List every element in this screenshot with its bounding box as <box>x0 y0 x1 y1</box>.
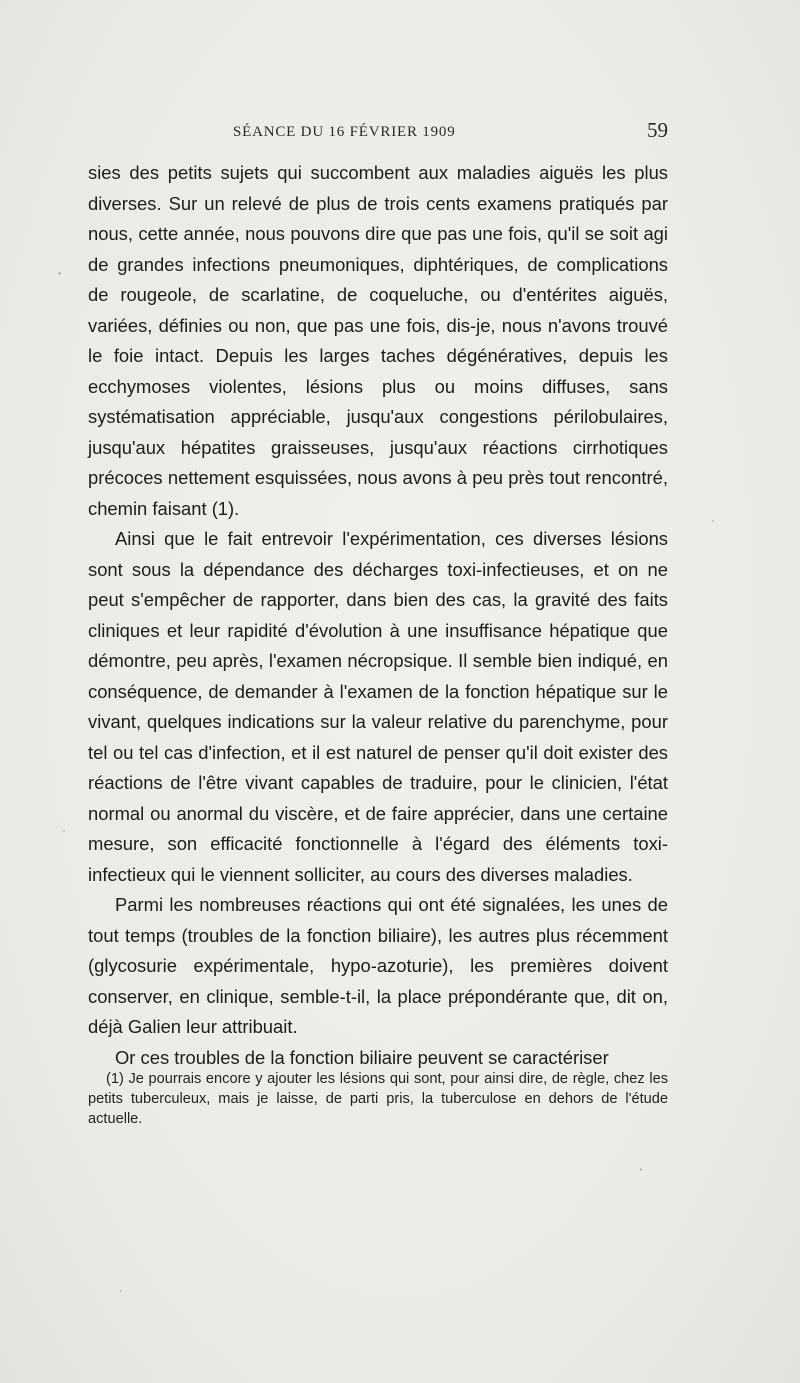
paper-speck <box>120 1290 122 1292</box>
page-number: 59 <box>647 118 668 142</box>
page-header <box>88 118 668 148</box>
paragraph-experimentation: Ainsi que le fait entrevoir l'expérimentation, ces diverses lésions sont sous la dépendance des décharges toxi-infectieuses, et on ne peut s'empêcher de rapporter, dans bien des cas, la gravité des faits cliniques et leur rapidité d'évolution à une insuffisance hépatique que démontre, peu après, l'examen nécropsique. Il semble bien indiqué, en conséquence, de demander à l'examen de la fonction hépatique sur le vivant, quelques indications sur la valeur relative du parenchyme, pour tel ou tel cas d'infection, et il est naturel de penser qu'il doit exister des réactions de l'être vivant capables de traduire, pour le clinicien, l'état normal ou anormal du viscère, et de faire apprécier, dans une certaine mesure, son efficacité fonctionnelle à l'égard des éléments toxi-infectieux qui le viennent solliciter, au cours des diverses maladies. <box>88 528 668 885</box>
running-head: SÉANCE DU 16 FÉVRIER 1909 <box>233 124 456 140</box>
paper-speck <box>58 272 61 275</box>
paragraph-continuation: sies des petits sujets qui succombent aux maladies aiguës les plus diverses. Sur un relevé de plus de trois cents examens pratiqués par nous, cette année, nous pouvons dire que pas une fois, qu'il se soit agi de grandes infections pneumoniques, diphtériques, de complications de rougeole, de scarlatine, de coqueluche, ou d'entérites aiguës, variées, définies ou non, que pas une fois, dis-je, nous n'avons trouvé le foie intact. Depuis les larges taches dégénératives, depuis les ecchymoses violentes, lésions plus ou moins diffuses, sans systématisation appréciable, jusqu'aux congestions périlobulaires, jusqu'aux hépatites graisseuses, jusqu'aux réactions cirrhotiques précoces nettement esquissées, nous avons à peu près tout rencontré, chemin faisant (1). <box>88 162 668 519</box>
paper-speck <box>640 1168 642 1171</box>
paragraph-biliary-troubles: Or ces troubles de la fonction biliaire peuvent se caractériser <box>115 1046 609 1068</box>
body-text <box>88 158 668 1073</box>
paper-speck <box>63 830 65 832</box>
footnote: (1) Je pourrais encore y ajouter les lésions qui sont, pour ainsi dire, de règle, chez les petits tuberculeux, mais je laisse, de parti pris, la tuberculose en dehors de l'étude actuelle. <box>88 1071 668 1127</box>
paper-speck <box>712 520 714 522</box>
paragraph-reactions: Parmi les nombreuses réactions qui ont été signalées, les unes de tout temps (troubles de la fonction biliaire), les autres plus récemment (glycosurie expérimentale, hypo-azoturie), les premières doivent conserver, en clinique, semble-t-il, la place prépondérante que, dit on, déjà Galien leur attribuait. <box>88 894 668 1037</box>
